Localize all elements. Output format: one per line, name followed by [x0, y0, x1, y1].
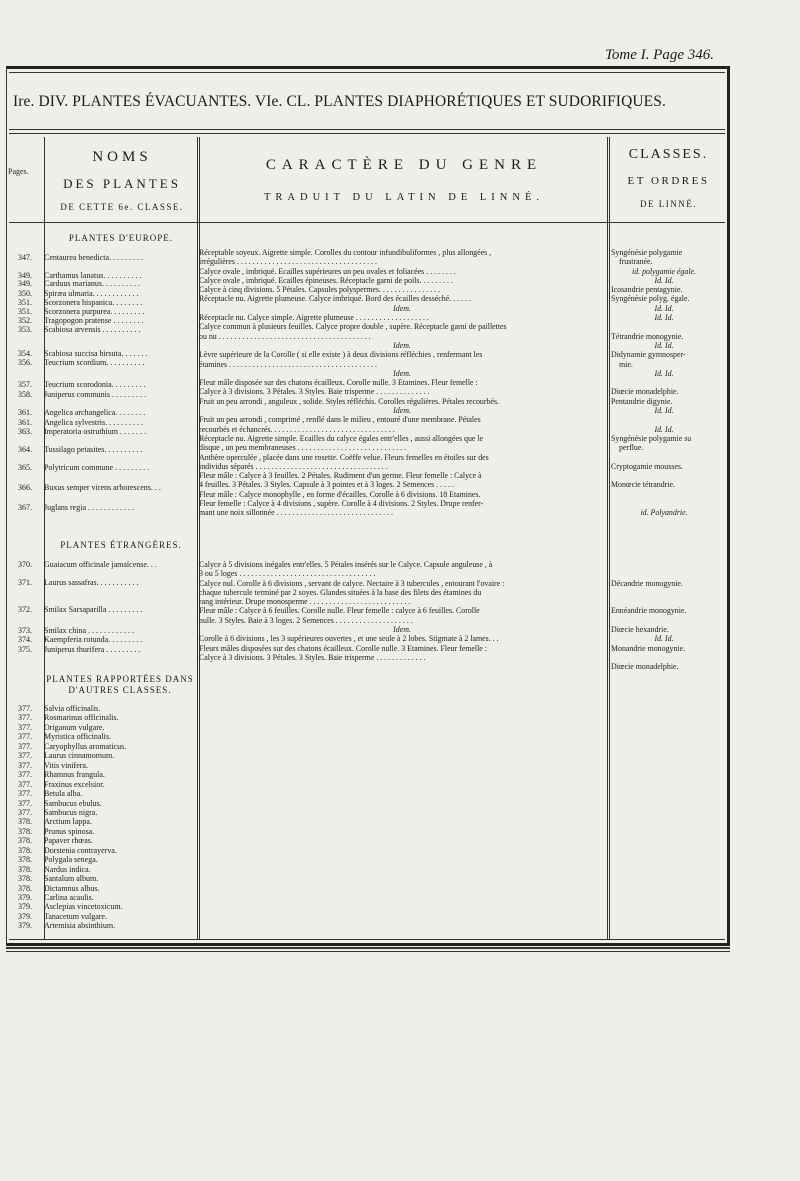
- page-number: 349.: [18, 279, 32, 288]
- text-line: ou nu . . . . . . . . . . . . . . . . . . . . . . . . . . . . . . . . . . . . . . .: [199, 331, 371, 341]
- text-line: Cryptogamie mousses.: [611, 461, 683, 471]
- text-line: Fruit un peu arrondi , anguleux , solide. Styles réfléchis. Corolles régulières. Pétales recourbés.: [199, 396, 499, 406]
- text-line: [611, 490, 717, 499]
- text-line: Anthère operculée , placée dans une rosette. Coëffe velue. Fleurs femelles en étoiles sur des: [199, 452, 489, 462]
- plant-name: Kaempferia rotunda. . . . . . . . .: [44, 635, 143, 644]
- text-line: [611, 569, 717, 578]
- page-number: 365.: [18, 463, 32, 472]
- page-number: 377.: [18, 779, 32, 789]
- plant-name: Arctium lappa.: [44, 817, 92, 827]
- foreign-classes: [611, 560, 717, 672]
- text-line: [611, 378, 717, 387]
- title-underline: [9, 129, 725, 130]
- header-rule: [9, 222, 725, 223]
- text-line: Réceptacle nu. Aigrette simple. Ecailles du calyce égales entr'elles , aussi allongées que le: [199, 433, 484, 443]
- text-line: Id. Id.: [654, 303, 674, 313]
- page-number: 378.: [18, 826, 32, 836]
- page-number: 358.: [18, 390, 32, 399]
- plant-name: Buxus semper virens arborescens. . .: [44, 483, 161, 492]
- plant-name: Imperatoria ostruthium . . . . . . .: [44, 427, 146, 436]
- text-line: [611, 588, 717, 597]
- text-line: Id. Id.: [654, 340, 674, 350]
- plant-name: Polytricum commune . . . . . . . . .: [44, 463, 150, 472]
- bottom-rule: [6, 947, 730, 949]
- bottom-rule-thin: [6, 951, 730, 952]
- text-line: Diœcie monadelphie.: [611, 387, 679, 397]
- page-number: 379.: [18, 893, 32, 902]
- text-line: Ennéandrie monogynie.: [611, 606, 687, 616]
- text-line: Fleurs mâles disposées sur des chatons écailleux. Corolle nulle. 3 Etamines. Fleur femelle :: [199, 643, 487, 653]
- text-line: id. Polyandrie.: [640, 508, 688, 518]
- text-line: [611, 471, 717, 480]
- text-line: Diœcie monadelphie.: [611, 662, 679, 672]
- section-rapportees-2: D'AUTRES CLASSES.: [68, 685, 172, 695]
- page-number: 367.: [18, 503, 32, 512]
- text-line: Calyce à cinq divisions. 5 Pétales. Capsules polyspermes. . . . . . . . . . . . . . . .: [199, 285, 441, 295]
- text-line: Id. Id.: [654, 313, 674, 323]
- text-line: Fleur mâle disposée sur des chatons écailleux. Corolle nulle. 3 Etamines. Fleur femelle :: [199, 378, 478, 388]
- text-line: chaque tubercule terminé par 2 soyes. Glandes situées à la base des filets des étamines du: [199, 587, 482, 597]
- section-etrangeres: PLANTES ÉTRANGÈRES.: [60, 540, 182, 550]
- text-line: Corolle à 6 divisions , les 3 supérieures ouvertes , et une seule à 2 lobes. Stigmate à 2 lames. . .: [199, 634, 499, 644]
- header-noms-line-1: NOMS: [92, 149, 152, 165]
- plant-name: Laurus cinnamomum.: [44, 751, 115, 761]
- header-classes-line-2: ET ORDRES: [627, 175, 710, 187]
- text-line: Id. Id.: [654, 275, 674, 285]
- page-number: 377.: [18, 741, 32, 751]
- column-divider-caractere: [607, 137, 610, 939]
- page-number: 377.: [18, 807, 32, 817]
- text-line: Idem.: [393, 406, 411, 416]
- text-line: [611, 322, 717, 331]
- plant-name: Scabiosa arvensis . . . . . . . . . .: [44, 325, 141, 334]
- text-line: Fleur mâle : Calyce à 6 feuilles. Corolle nulle. Fleur femelle : calyce à 6 feuilles. Corolle: [199, 606, 480, 616]
- text-line: [611, 499, 717, 508]
- text-line: Calyce à 5 divisions inégales entr'elles. 5 Pétales insérés sur le Calyce. Capsule anguleuse , à: [199, 560, 493, 569]
- text-line: irrégulières . . . . . . . . . . . . . . . . . . . . . . . . . . . . . . . . . . . .: [199, 257, 377, 267]
- text-line: Réceptacle nu. Aigrette plumeuse. Calyce imbriqué. Bord des écailles desséché. . . . . .: [199, 294, 471, 304]
- text-line: Idem.: [393, 340, 411, 350]
- europe-characters: [199, 248, 605, 518]
- text-line: rang intérieur. Drupe monosperme . . . . . . . . . . . . . . . . . . . . . . . . . .: [199, 597, 411, 607]
- plant-name: Tanacetum vulgare.: [44, 911, 107, 921]
- plant-name: Artemisia absinthium.: [44, 921, 116, 931]
- text-line: Diœcie hexandrie.: [611, 625, 669, 635]
- text-line: Syngénésie polygamie: [611, 248, 683, 257]
- plant-name: Angelica sylvestris. . . . . . . . . .: [44, 418, 144, 427]
- header-caractere-line-1: CARACTÈRE DU GENRE: [265, 157, 543, 173]
- plant-name: Juniperus thurifera . . . . . . . . .: [44, 645, 141, 654]
- page-number: 373.: [18, 626, 32, 635]
- plant-name: Fraxinus excelsior.: [44, 779, 105, 789]
- plant-name: Juglans regia . . . . . . . . . . . .: [44, 503, 134, 512]
- page-number: 377.: [18, 789, 32, 799]
- plant-name: Tussilago petasites. . . . . . . . . .: [44, 445, 143, 454]
- page-number: 357.: [18, 380, 32, 389]
- plant-name: Juniperus communis . . . . . . . . .: [44, 390, 146, 399]
- page-number: 377.: [18, 704, 32, 713]
- page-number: 378.: [18, 864, 32, 874]
- text-line: Calyce à 3 divisions. 3 Pétales. 3 Styles. Baie trisperme . . . . . . . . . . . . .: [199, 652, 426, 662]
- text-line: 3 ou 5 loges . . . . . . . . . . . . . . . . . . . . . . . . . . . . . . . . . . .: [199, 569, 376, 579]
- text-line: 4 feuilles. 3 Pétales. 3 Styles. Capsule à 3 pointes et à 3 loges. 2 Semences . . . . .: [199, 480, 454, 490]
- page-number: 378.: [18, 883, 32, 893]
- page-number: 378.: [18, 836, 32, 846]
- page-number: 354.: [18, 349, 32, 358]
- plant-name: Carlina acaulis.: [44, 893, 94, 902]
- plant-name: Smilax china . . . . . . . . . . . .: [44, 626, 134, 635]
- text-line: Id. Id.: [654, 424, 674, 434]
- text-line: recourbés et échancrés. . . . . . . . . . . . . . . . . . . . . . . . . . . . . . . .: [199, 424, 395, 434]
- text-line: [611, 653, 717, 662]
- plant-name: Carduus marianus. . . . . . . . . .: [44, 279, 140, 288]
- text-line: Idem.: [393, 303, 411, 313]
- plant-name: Rosmarinus officinalis.: [44, 713, 119, 723]
- section-europe: PLANTES D'EUROPE.: [68, 233, 174, 243]
- text-line: [611, 415, 717, 424]
- text-line: [611, 616, 717, 625]
- page-number: 349.: [18, 271, 32, 280]
- text-line: Fleur mâle : Calyce à 3 feuilles. 2 Pétales. Rudiment d'un germe. Fleur femelle : Calyce à: [199, 471, 482, 481]
- plant-name: Scorzonera purpurea. . . . . . . . .: [44, 307, 145, 316]
- page-number: 361.: [18, 418, 32, 427]
- text-line: Fleur femelle : Calyce à 4 divisions , supère. Corolle à 4 divisions. 2 Styles. Drupe renfer-: [199, 499, 484, 509]
- page-number: 363.: [18, 427, 32, 436]
- page-number: 379.: [18, 902, 32, 912]
- text-line: Id. Id.: [654, 406, 674, 416]
- plant-name: Salvia officinalis.: [44, 704, 101, 713]
- page-number: 377.: [18, 798, 32, 808]
- page-number: 378.: [18, 855, 32, 865]
- text-line: Icosandrie pentagynie.: [611, 285, 683, 295]
- text-line: Calyce nul. Corolle à 6 divisions , servant de calyce. Nectaire à 3 tubercules , entourant l'ovaire :: [199, 578, 505, 588]
- plant-name: Santalum album.: [44, 874, 99, 884]
- header-noms-line-2: DES PLANTES: [63, 176, 181, 191]
- plant-name: Guaiacum officinale jamaïcense. . .: [44, 560, 157, 569]
- plant-name: Sambucus ebulus.: [44, 798, 102, 808]
- text-line: Lèvre supérieure de la Corolle ( si elle existe ) à deux divisions réfléchies , renfermant les: [199, 350, 483, 360]
- page-number: 377.: [18, 732, 32, 742]
- page-number: 353.: [18, 325, 32, 334]
- page-number: 378.: [18, 874, 32, 884]
- text-line: Calyce ovale , imbriqué. Ecailles épineuses. Réceptacle garni de poils. . . . . . . . .: [199, 275, 453, 285]
- page-number: 377.: [18, 751, 32, 761]
- text-line: Id. Id.: [654, 368, 674, 378]
- text-line: Idem.: [393, 625, 411, 635]
- page-number: 378.: [18, 817, 32, 827]
- header-pages: Pages.: [8, 167, 29, 176]
- page-number: 351.: [18, 298, 32, 307]
- text-line: Décandrie monogynie.: [611, 578, 683, 588]
- text-line: Monœcie tétrandrie.: [611, 480, 675, 490]
- plant-name: Tragopogon pratense . . . . . . . .: [44, 316, 144, 325]
- text-line: Id. Id.: [654, 634, 674, 644]
- plant-name: Dictamnus albus.: [44, 883, 100, 893]
- plant-name: Laurus sassafras. . . . . . . . . . .: [44, 578, 139, 587]
- page-number: 377.: [18, 713, 32, 723]
- page-number: 351.: [18, 307, 32, 316]
- plant-name: Teucrium scorodonia. . . . . . . . .: [44, 380, 146, 389]
- text-line: Didynamie gymnosper-: [611, 350, 686, 360]
- header-classes-line-1: CLASSES.: [628, 147, 709, 162]
- text-line: Réceptacle nu. Calyce simple. Aigrette plumeuse . . . . . . . . . . . . . . . . . . .: [199, 313, 429, 323]
- page-number: 379.: [18, 911, 32, 921]
- foreign-characters: [199, 560, 605, 662]
- europe-classes: [611, 248, 717, 518]
- text-line: [611, 597, 717, 606]
- plant-name: Centaurea benedicta. . . . . . . . .: [44, 253, 144, 262]
- page-number: 372.: [18, 605, 32, 614]
- text-line: Pentandrie digynie.: [611, 396, 673, 406]
- plant-name: Smilax Sarsaparilla . . . . . . . . .: [44, 605, 143, 614]
- division-title: Ire. DIV. PLANTES ÉVACUANTES. VIe. CL. PLANTES DIAPHORÉTIQUES ET SUDORIFIQUES.: [13, 93, 666, 110]
- plant-name: Rhamnus frangula.: [44, 770, 105, 780]
- plant-name: Myristica officinalis.: [44, 732, 111, 742]
- text-line: [611, 560, 717, 569]
- plant-name: Vitis vinifera.: [44, 760, 88, 770]
- text-line: individus séparés . . . . . . . . . . . . . . . . . . . . . . . . . . . . . . . . . .: [199, 461, 388, 471]
- text-line: Calyce ovale , imbriqué. Ecailles supérieures un peu ovales et foliacées . . . . . . . .: [199, 266, 456, 276]
- plant-name: Polygala senega.: [44, 855, 98, 865]
- header-classes: [612, 147, 725, 209]
- plant-name: Dorstenia contrayerva.: [44, 845, 117, 855]
- text-line: nulle. 3 Styles. Baie à 3 loges. 2 Semences . . . . . . . . . . . . . . . . . . . .: [199, 615, 413, 625]
- header-classes-line-3: DE LINNÉ.: [640, 199, 697, 209]
- text-line: Réceptable soyeux. Aigrette simple. Corolles du contour infundibuliformes , plus allongées ,: [199, 248, 492, 257]
- plant-name: Origanum vulgare.: [44, 722, 105, 732]
- text-line: id. polygamie égale.: [632, 266, 696, 276]
- page-number: 377.: [18, 722, 32, 732]
- plant-name: Prunus spinosa.: [44, 826, 95, 836]
- text-line: Monandrie monogynie.: [611, 643, 686, 653]
- header-noms-line-3: DE CETTE 6e. CLASSE.: [60, 202, 184, 212]
- text-line: frustranée.: [619, 257, 653, 267]
- plant-name: Spiræa ulmaria. . . . . . . . . . . .: [44, 289, 139, 298]
- page-number: 377.: [18, 760, 32, 770]
- page-header: Tome I. Page 346.: [604, 47, 714, 63]
- page-number: 364.: [18, 445, 32, 454]
- text-line: [611, 453, 717, 462]
- text-line: mie.: [619, 359, 633, 369]
- text-line: mant une noix sillonnée . . . . . . . . . . . . . . . . . . . . . . . . . . . . . .: [199, 508, 393, 518]
- header-caractere: [203, 157, 605, 203]
- text-line: Fleur mâle : Calyce monophylle , en forme d'écailles. Corolle à 6 divisions. 18 Etamines.: [199, 489, 481, 499]
- text-line: Tétrandrie monogynie.: [611, 331, 684, 341]
- plant-name: Carthamus lanatus. . . . . . . . . .: [44, 271, 142, 280]
- plant-name: Papaver rhœas.: [44, 836, 93, 846]
- section-rapportees-1: PLANTES RAPPORTÉES DANS: [46, 674, 194, 684]
- text-line: Calyce à 3 divisions. 3 Pétales. 3 Styles. Baie trisperme . . . . . . . . . . . . . .: [199, 387, 430, 397]
- text-line: perflue.: [619, 443, 644, 453]
- page-number: 379.: [18, 921, 32, 931]
- plant-name: Caryophyllus aromaticus.: [44, 741, 127, 751]
- page-number: 352.: [18, 316, 32, 325]
- title-row: [9, 93, 725, 134]
- text-line: Idem.: [393, 368, 411, 378]
- page-number: 350.: [18, 289, 32, 298]
- page-number: 370.: [18, 560, 32, 569]
- text-line: Syngénésie polyg. égale.: [611, 294, 690, 304]
- plant-name: Nardus indica.: [44, 864, 91, 874]
- page-number: 374.: [18, 635, 32, 644]
- text-line: Calyce commun à plusieurs feuilles. Calyce propre double , supère. Réceptacle garni de paillettes: [199, 322, 507, 332]
- plant-name: Asclepias vincetoxicum.: [44, 902, 123, 912]
- plant-name: Betula alba.: [44, 789, 83, 799]
- page-number: 377.: [18, 770, 32, 780]
- page-number: 378.: [18, 845, 32, 855]
- plant-name: Teucrium scordium. . . . . . . . . .: [44, 358, 145, 367]
- page-number: 375.: [18, 645, 32, 654]
- plant-name: Sambucus nigra.: [44, 807, 98, 817]
- text-line: disque , un peu membraneuses . . . . . . . . . . . . . . . . . . . . . . . . . . . .: [199, 443, 407, 453]
- page-number: 361.: [18, 408, 32, 417]
- header-noms: [49, 149, 195, 212]
- page-number: 371.: [18, 578, 32, 587]
- header-caractere-line-2: TRADUIT DU LATIN DE LINNÉ.: [264, 192, 544, 203]
- plant-name: Angelica archangelica. . . . . . . .: [44, 408, 146, 417]
- page-number: 366.: [18, 483, 32, 492]
- page-number: 356.: [18, 358, 32, 367]
- page-number: 347.: [18, 253, 32, 262]
- text-line: Syngénésie polygamie su: [611, 433, 692, 443]
- plant-name: Scorzonera hispanica. . . . . . . .: [44, 298, 143, 307]
- plant-name: Scabiosa succisa hirsuta. . . . . . .: [44, 349, 148, 358]
- text-line: étamines . . . . . . . . . . . . . . . . . . . . . . . . . . . . . . . . . . . . . .: [199, 359, 377, 369]
- text-line: Fruit un peu arrondi , comprimé , renflé dans le milieu , entouré d'une membrane. Pétales: [199, 415, 481, 425]
